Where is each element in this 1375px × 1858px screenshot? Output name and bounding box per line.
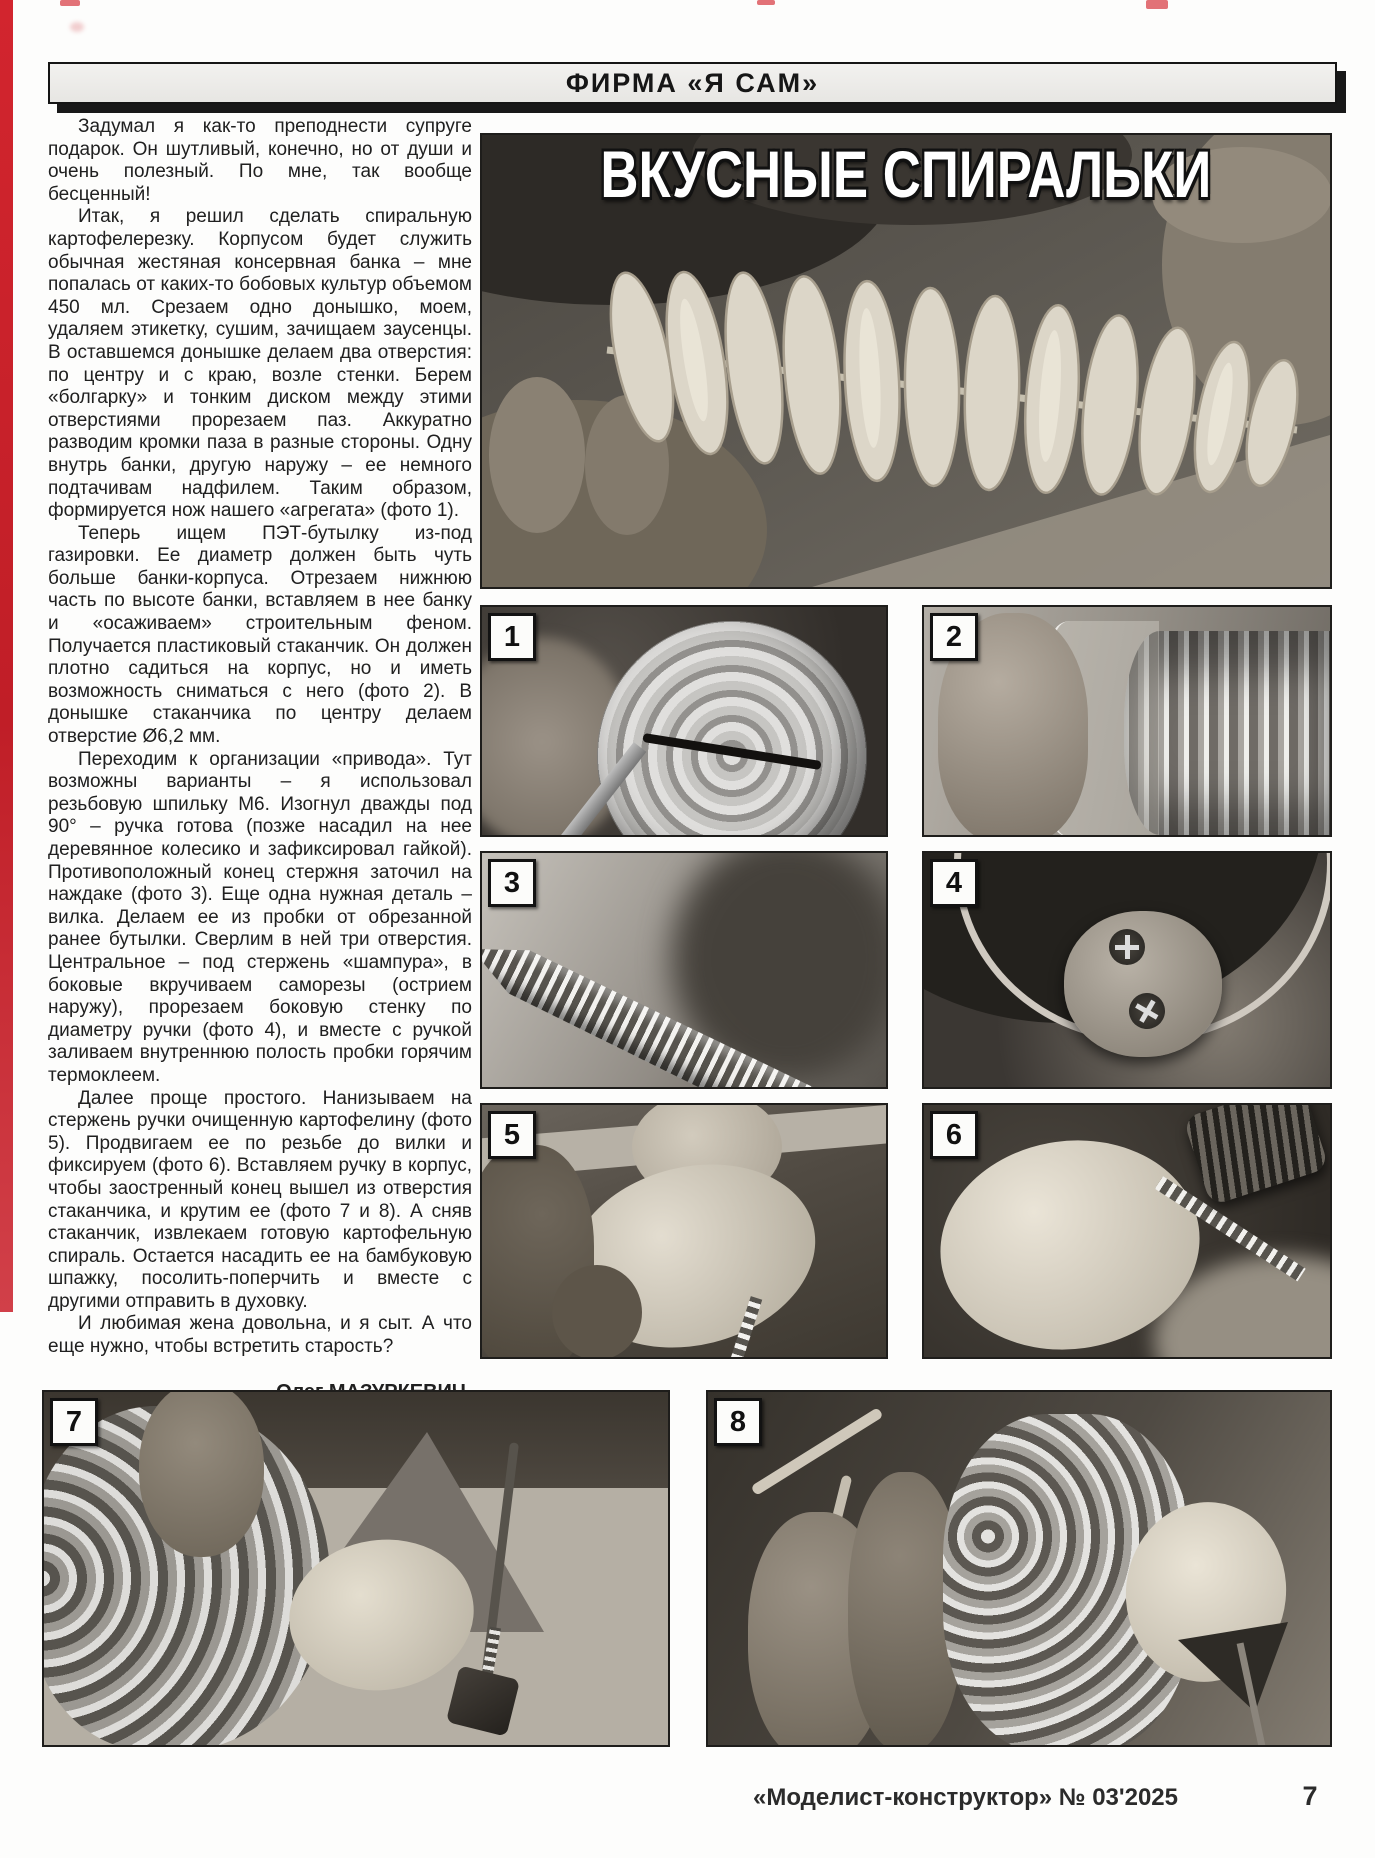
photo-number: 7: [65, 1405, 83, 1438]
article-body: [48, 116, 472, 1433]
paragraph-4: Переходим к организации «привода». Тут возможны варианты – я использовал резьбовую шпильку М6. Изогнул дважды под 90° – ручка готова (позже насадил на нее деревянное колесико и зафиксировал гайкой). Противоположный конец стержня заточил на наждаке (фото 3). Еще одна нужная деталь – вилка. Делаем ее из пробки от обрезанной ранее бутылки. Сверлим в ней три отверстия. Центральное – под стержень «шампура», в боковые вкручиваем саморезы (острием наружу), прорезаем боковую стенку по диаметру ручки (фото 4), и вместе с ручкой заливаем внутреннюю полость пробки горячим термоклеем.: [48, 748, 472, 1086]
hero-title-wrap: [482, 137, 1330, 211]
can-bottom-graphic: [597, 621, 867, 837]
photo-7: [42, 1390, 670, 1747]
photo-2: [922, 605, 1332, 837]
paragraph-6: И любимая жена довольна, и я сыт. А что еще нужно, чтобы встретить старость?: [48, 1313, 472, 1358]
paragraph-1: Задумал я как-то преподнести супруге подарок. Он шутливый, конечно, но от души и очень полезный. По мне, так вообще бесценный!: [48, 116, 472, 205]
fingers-graphic: [552, 1265, 642, 1359]
paragraph-5: Далее проще простого. Нанизываем на стержень ручки очищенную картофелину (фото 5). Продвигаем ее по резьбе до вилки и фиксируем (фото 6). Вставляем ручку в корпус, чтобы заостренный конец вышел из отверстия стаканчика, и крутим ее (фото 7 и 8). А сняв стаканчик, извлекаем готовую картофельную спираль. Остается насадить ее на бамбуковую шпажку, посолить-поперчить и вместе с другими отправить в духовку.: [48, 1087, 472, 1312]
photo-number-badge: [488, 859, 536, 907]
photo-number-badge: [50, 1398, 98, 1446]
photo-number-badge: [714, 1398, 762, 1446]
scan-artifact-red-tick: [60, 0, 80, 6]
photo-number-badge: [930, 613, 978, 661]
scan-artifact-red-tick: [1146, 0, 1168, 9]
photo-6: [922, 1103, 1332, 1359]
photo-number: 1: [503, 620, 521, 653]
scan-artifact-smudge: [70, 22, 84, 32]
hero-photo: [480, 133, 1332, 589]
photo-number-badge: [930, 859, 978, 907]
photo-8: [706, 1390, 1332, 1747]
photo-number: 5: [503, 1118, 521, 1151]
thumb-graphic: [139, 1390, 264, 1557]
handle-block-graphic: [446, 1665, 520, 1736]
photo-number: 8: [729, 1405, 747, 1438]
scan-artifact-red-tick: [757, 0, 775, 5]
section-header-title: ФИРМА «Я САМ»: [565, 67, 820, 98]
photo-number: 2: [945, 620, 963, 653]
photo-number-badge: [488, 1111, 536, 1159]
photo-1: [480, 605, 888, 837]
photo-3: [480, 851, 888, 1089]
cork-fork-graphic: [1064, 911, 1222, 1057]
article-title: ВКУСНЫЕ СПИРАЛЬКИ: [600, 137, 1212, 211]
photo-number: 3: [503, 866, 521, 899]
photo-number-badge: [488, 613, 536, 661]
paragraph-2: Итак, я решил сделать спиральную картофелерезку. Корпусом будет служить обычная жестяная консервная банка – мне попалась от каких-то бобовых культур объемом 450 мл. Срезаем одно донышко, моем, удаляем этикетку, сушим, зачищаем заусенцы. В оставшемся донышке делаем два отверстия: по центру и с краю, возле стенки. Берем «болгарку» и тонким диском между этими отверстиями прорезаем паз. Аккуратно разводим кромки паза в разные стороны. Одну внутрь банки, другую наружу – ее немного подтачивам надфилем. Таким образом, формируется нож нашего «агрегата» (фото 1).: [48, 206, 472, 522]
screw-head-graphic: [1109, 929, 1145, 965]
photo-number: 4: [945, 866, 963, 899]
paragraph-3: Теперь ищем ПЭТ-бутылку из-под газировки. Ее диаметр должен быть чуть больше банки-корпуса. Отрезаем нижнюю часть по высоте банки, вставляем в нее банку и «осаживаем» строительным феном. Получается пластиковый стаканчик. Он должен плотно садиться на корпус, но и иметь возможность сниматься с него (фото 2). В донышке стаканчика по центру делаем отверстие Ø6,2 мм.: [48, 522, 472, 748]
knurled-knob-graphic: [1183, 1103, 1329, 1206]
scan-artifact-red-strip: [0, 0, 13, 1312]
section-header-bar: [48, 62, 1337, 104]
footer-page-number: 7: [1302, 1781, 1318, 1811]
photo-number-badge: [930, 1111, 978, 1159]
handle-rod-graphic: [750, 1407, 883, 1496]
footer-magazine-title: «Моделист-конструктор» № 03'2025: [752, 1784, 1178, 1811]
photo-4: [922, 851, 1332, 1089]
photo-number: 6: [945, 1118, 963, 1151]
photo-5: [480, 1103, 888, 1359]
